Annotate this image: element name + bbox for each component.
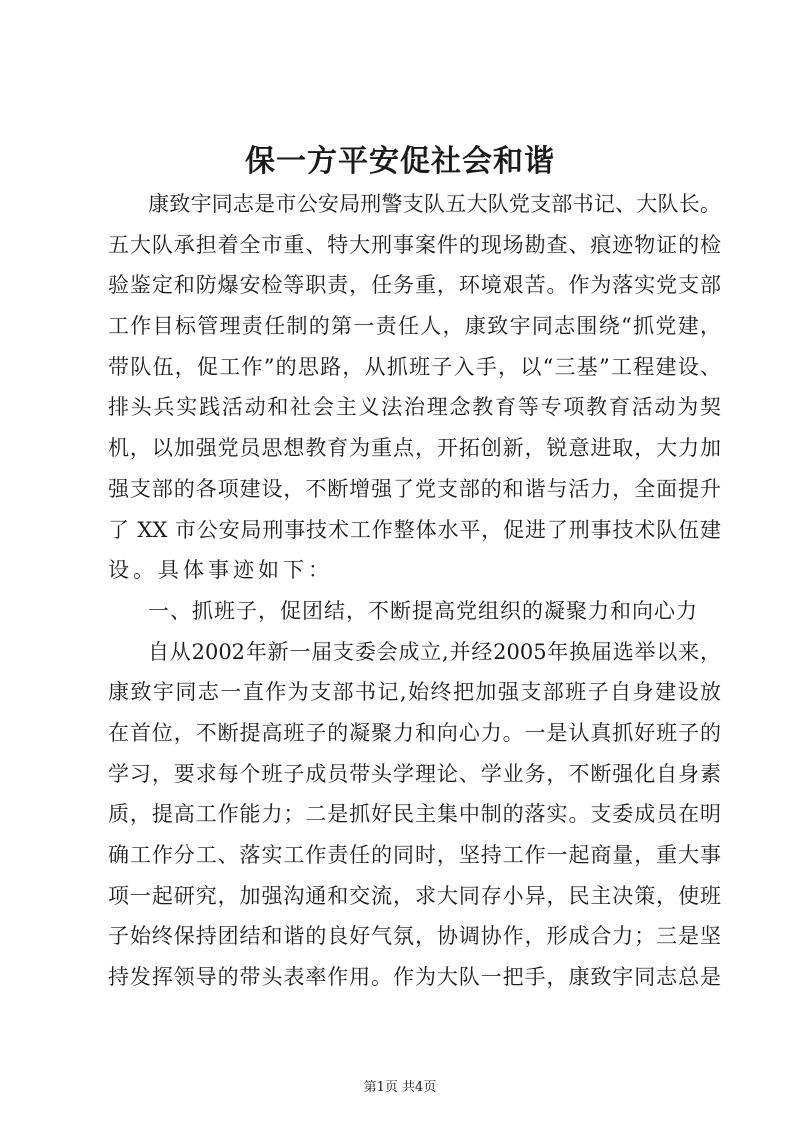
paragraph-intro [108, 184, 721, 591]
text-line: 工作目标管理责任制的第一责任人，康致宇同志围绕“抓党建， [108, 314, 721, 339]
section-heading-text: 一、抓班子，促团结，不断提高党组织的凝聚力和向心力 [148, 598, 698, 623]
text-line: 项一起研究，加强沟通和交流，求大同存小异，民主决策，使班 [108, 883, 721, 908]
text-line: 康致宇同志一直作为支部书记,始终把加强支部班子自身建设放 [108, 680, 721, 705]
text-line: 自从2002年新一届支委会成立,并经2005年换届选举以来， [148, 639, 721, 664]
text-line: 康致宇同志是市公安局刑警支队五大队党支部书记、大队长。 [148, 192, 721, 216]
document-title: 保一方平安促社会和谐 [245, 144, 555, 179]
text-line: 五大队承担着全市重、特大刑事案件的现场勘查、痕迹物证的检 [108, 232, 721, 257]
page-number-footer: 第1页 共4页 [363, 1080, 437, 1095]
text-line: 机，以加强党员思想教育为重点，开拓创新，锐意进取，大力加 [108, 436, 721, 461]
text-line: 了 XX 市公安局刑事技术工作整体水平，促进了刑事技术队伍建 [108, 517, 721, 542]
text-line: 持发挥领导的带头表率作用。作为大队一把手，康致宇同志总是 [108, 965, 721, 990]
text-line: 确工作分工、落实工作责任的同时，坚持工作一起商量，重大事 [108, 843, 721, 867]
text-line: 设。具体事迹如下： [108, 558, 333, 583]
text-line: 在首位，不断提高班子的凝聚力和向心力。一是认真抓好班子的 [108, 720, 721, 745]
text-line: 强支部的各项建设，不断增强了党支部的和谐与活力，全面提升 [108, 476, 721, 501]
text-line: 学习，要求每个班子成员带头学理论、学业务，不断强化自身素 [108, 761, 721, 786]
text-line: 质，提高工作能力；二是抓好民主集中制的落实。支委成员在明 [108, 802, 721, 827]
text-line: 验鉴定和防爆安检等职责，任务重，环境艰苦。作为落实党支部 [108, 273, 721, 298]
document-body [108, 184, 721, 998]
text-line: 带队伍，促工作”的思路，从抓班子入手，以“三基”工程建设、 [108, 354, 721, 379]
text-line: 排头兵实践活动和社会主义法治理念教育等专项教育活动为契 [108, 395, 721, 420]
text-line: 子始终保持团结和谐的良好气氛，协调协作，形成合力；三是坚 [108, 924, 721, 949]
paragraph-section-1 [108, 632, 721, 998]
section-heading [108, 591, 721, 632]
